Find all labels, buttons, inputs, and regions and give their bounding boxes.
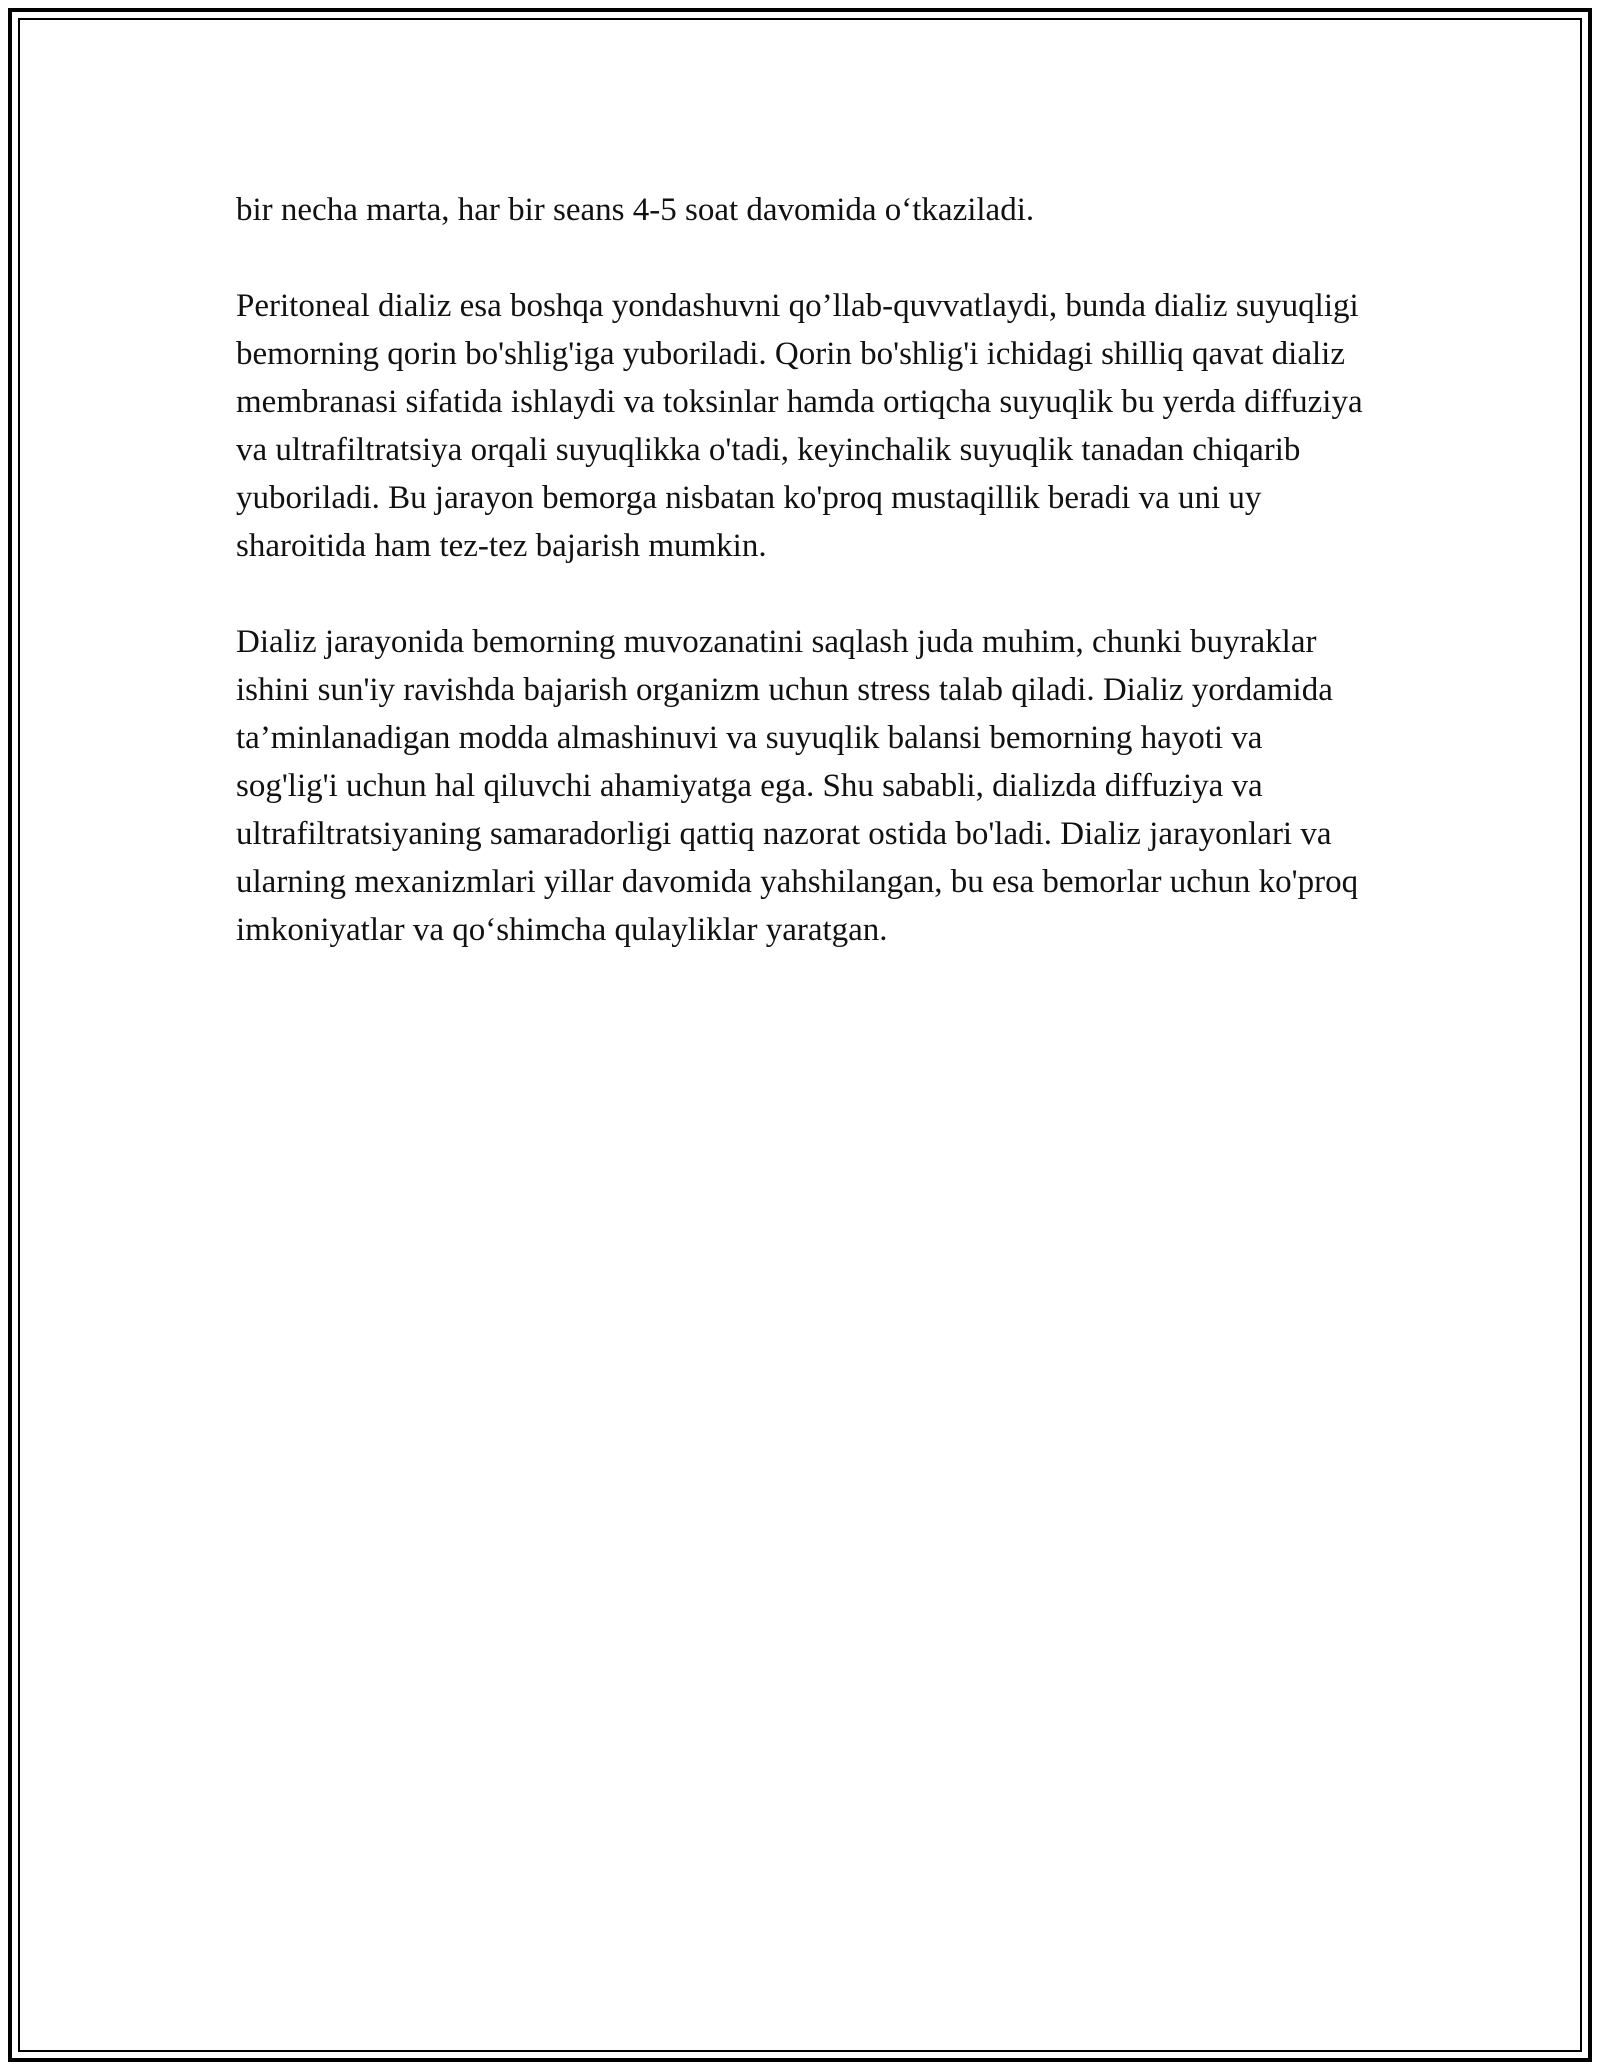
paragraph-peritoneal-dialysis: Peritoneal dializ esa boshqa yondashuvni qo’llab-quvvatlaydi, bunda dializ suyuqligi bemorning qorin bo'shlig'iga yuboriladi. Qorin bo'shlig'i ichidagi shilliq qavat dializ membranasi sifatida ishlaydi va toksinlar hamda ortiqcha suyuqlik bu yerda diffuziya va ultrafiltratsiya orqali suyuqlikka o'tadi, keyinchalik suyuqlik tanadan chiqarib yuboriladi. Bu jarayon bemorga nisbatan ko'proq mustaqillik beradi va uni uy sharoitida ham tez-tez bajarish mumkin.	[236, 288, 1363, 564]
document-body	[236, 186, 1366, 1002]
paragraph-continuation: bir necha marta, har bir seans 4-5 soat davomida o‘tkaziladi.	[236, 192, 1035, 228]
paragraph-dialysis-balance: Dializ jarayonida bemorning muvozanatini saqlash juda muhim, chunki buyraklar ishini sun'iy ravishda bajarish organizm uchun stress talab qiladi. Dializ yordamida ta’minlanadigan modda almashinuvi va suyuqlik balansi bemorning hayoti va sog'lig'i uchun hal qiluvchi ahamiyatga ega. Shu sababli, dializda diffuziya va ultrafiltratsiyaning samaradorligi qattiq nazorat ostida bo'ladi. Dializ jarayonlari va ularning mexanizmlari yillar davomida yahshilangan, bu esa bemorlar uchun ko'proq imkoniyatlar va qo‘shimcha qulayliklar yaratgan.	[236, 624, 1359, 948]
